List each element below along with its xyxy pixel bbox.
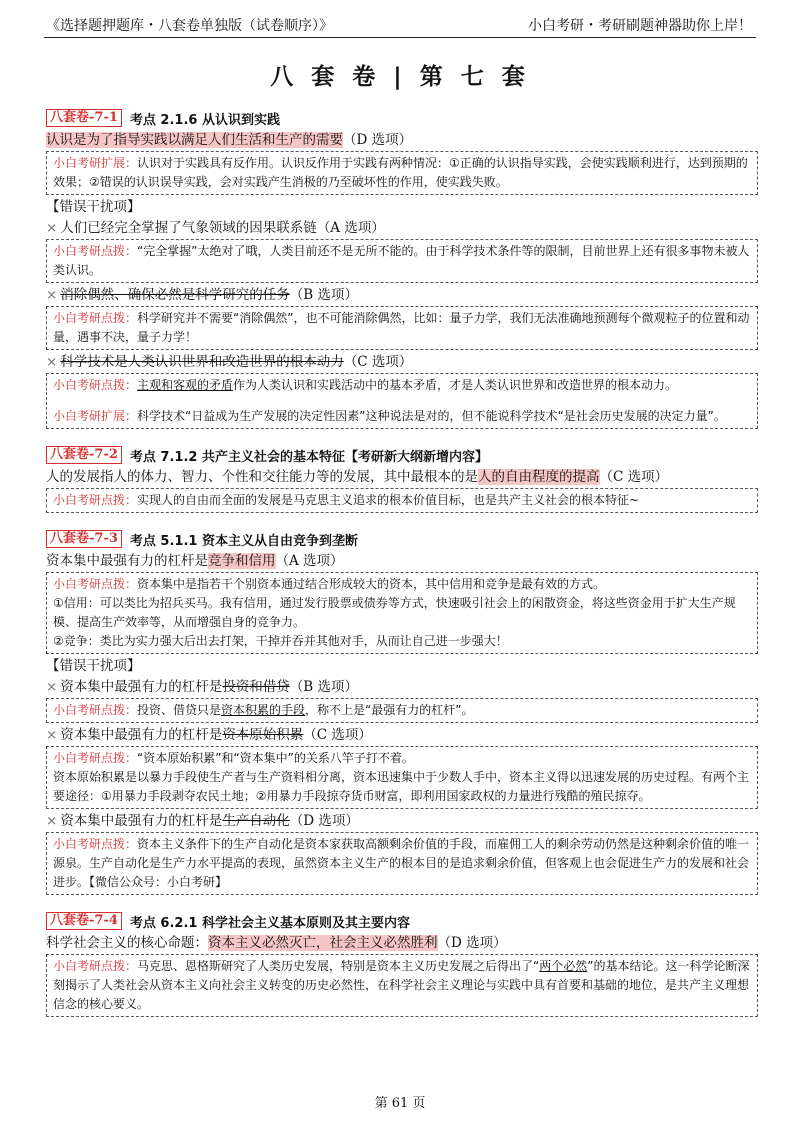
error-option	[46, 353, 758, 371]
error-prefix: 资本集中最强有力的杠杆是	[60, 813, 223, 829]
answer-option: （A 选项）	[275, 553, 344, 569]
page-number: 第 61 页	[374, 1096, 426, 1111]
answer-highlight: 竞争和信用	[208, 553, 276, 569]
section-7-4	[46, 911, 758, 1017]
box-text: 投资、借贷只是	[137, 703, 222, 717]
error-option	[46, 286, 758, 304]
box-text-line: ②竞争：类比为实力强大后出去打架，干掉并吞并其他对手，从而让自己进一步强大！	[53, 634, 508, 648]
box-text: “资本原始积累”和“资本集中”的关系八竿子打不着。	[137, 751, 414, 765]
section-tag: 八套卷-7-2	[46, 446, 122, 464]
cross-icon: ×	[46, 220, 58, 236]
header-book-title: 《选择题押题库・八套卷单独版（试卷顺序）》	[46, 18, 333, 34]
answer-line	[46, 131, 758, 149]
box-label: 小白考研扩展：	[53, 409, 138, 423]
box-text: 马克思、恩格斯研究了人类历史发展，特别是资本主义历史发展之后得出了“	[137, 959, 540, 973]
note-box	[46, 239, 758, 283]
error-option	[46, 219, 758, 237]
error-options-heading: 【错误干扰项】	[46, 199, 141, 215]
cross-icon: ×	[46, 354, 58, 370]
section-7-3	[46, 529, 758, 895]
error-option	[46, 812, 758, 830]
box-label: 小白考研点拨：	[53, 703, 138, 717]
error-options-heading: 【错误干扰项】	[46, 658, 141, 674]
answer-line	[46, 468, 758, 486]
answer-line	[46, 934, 758, 952]
section-topic: 考点 5.1.1 资本主义从自由竞争到垄断	[129, 533, 358, 549]
error-option-letter: （D 选项）	[289, 813, 359, 829]
answer-option: （C 选项）	[599, 469, 669, 485]
box-text: 认识对于实践具有反作用。认识反作用于实践有两种情况：①正确的认识指导实践，会使实践顺利进行，达到预期的效果；②错误的认识误导实践，会对实践产生消极的乃至破坏性的作用，使实践失败。	[53, 156, 748, 189]
header-rule	[44, 37, 756, 38]
answer-option: （D 选项）	[437, 935, 507, 951]
box-text: 资本主义条件下的生产自动化是资本家获取高额剩余价值的手段，而雇佣工人的剩余劳动仍然是这种剩余价值的唯一源泉。生产自动化是生产力水平提高的表现，虽然资本主义生产的根本目的是追求剩余价值，但客观上也会促进生产力的发展和社会进步。【微信公众号：小白考研】	[53, 837, 750, 889]
error-text: 资本原始积累	[222, 727, 304, 743]
box-label: 小白考研点拨：	[53, 837, 138, 851]
answer-line	[46, 552, 758, 570]
answer-option: （D 选项）	[343, 132, 413, 148]
error-option-letter: （C 选项）	[303, 727, 372, 743]
error-text: 消除偶然、确保必然是科学研究的任务	[60, 287, 290, 303]
cross-icon: ×	[46, 679, 58, 695]
box-label: 小白考研点拨：	[53, 959, 138, 973]
answer-highlight: 资本主义必然灭亡，社会主义必然胜利	[208, 935, 438, 951]
box-text: ，称不上是“最强有力的杠杆”。	[305, 703, 474, 717]
box-label: 小白考研点拨：	[53, 378, 138, 392]
box-underline: 两个必然	[539, 959, 588, 973]
box-text: 实现人的自由而全面的发展是马克思主义追求的根本价值目标，也是共产主义社会的根本特征~	[137, 493, 640, 507]
box-text-line: ①信用：可以类比为招兵买马。我有信用，通过发行股票或债券等方式，快速吸引社会上的闲散资金，将这些资金用于扩大生产规模、提高生产效率等，从而增强自身的竞争力。	[53, 596, 736, 629]
note-box	[46, 698, 758, 723]
box-label: 小白考研点拨：	[53, 577, 138, 591]
section-topic: 考点 6.2.1 科学社会主义基本原则及其主要内容	[129, 915, 410, 931]
note-box	[46, 572, 758, 654]
header-slogan: 小白考研・考研刷题神器助你上岸！	[528, 18, 752, 34]
section-topic: 考点 2.1.6 从认识到实践	[129, 112, 280, 128]
box-text: 科学研究并不需要“消除偶然”，也不可能消除偶然，比如：量子力学，我们无法准确地预测每个微观粒子的位置和动量，遇事不决，量子力学！	[53, 311, 750, 344]
note-box	[46, 488, 758, 513]
section-tag: 八套卷-7-1	[46, 109, 122, 127]
box-text: 作为人类认识和实践活动中的基本矛盾，才是人类认识世界和改造世界的根本动力。	[233, 378, 678, 392]
content	[46, 108, 758, 1017]
box-label: 小白考研点拨：	[53, 244, 138, 258]
note-box	[46, 954, 758, 1017]
note-box	[46, 373, 758, 429]
extension-box	[46, 151, 758, 195]
box-label: 小白考研点拨：	[53, 311, 138, 325]
box-underline: 资本积累的手段	[221, 703, 306, 717]
cross-icon: ×	[46, 813, 58, 829]
error-option	[46, 726, 758, 744]
box-text-line: 资本原始积累是以暴力手段使生产者与生产资料相分离，资本迅速集中于少数人手中，资本主义得以迅速发展的历史过程。有两个主要途径：①用暴力手段剥夺农民土地；②用暴力手段掠夺货币财富，即利用国家政权的力量进行残酷的殖民掠夺。	[53, 770, 750, 803]
error-text: 科学技术是人类认识世界和改造世界的根本动力	[60, 354, 344, 370]
error-text: 生产自动化	[222, 813, 290, 829]
answer-text: 人的发展指人的体力、智力、个性和交往能力等的发展，其中最根本的是	[46, 469, 478, 485]
error-text: 人们已经完全掌握了气象领域的因果联系链	[60, 220, 317, 236]
box-underline: 主观和客观的矛盾	[137, 378, 234, 392]
answer-text: 科学社会主义的核心命题：	[46, 935, 208, 951]
section-7-2	[46, 445, 758, 513]
error-prefix: 资本集中最强有力的杠杆是	[60, 679, 223, 695]
error-option-letter: （C 选项）	[343, 354, 413, 370]
answer-highlight: 认识是为了指导实践以满足人们生活和生产的需要	[46, 132, 343, 148]
box-text: “完全掌握”太绝对了哦，人类目前还不是无所不能的。由于科学技术条件等的限制，目前世界上还有很多事物未被人类认识。	[53, 244, 750, 277]
section-tag: 八套卷-7-4	[46, 912, 122, 930]
error-option-letter: （B 选项）	[289, 679, 359, 695]
note-box	[46, 832, 758, 895]
answer-text: 资本集中最强有力的杠杆是	[46, 553, 208, 569]
error-option	[46, 678, 758, 696]
cross-icon: ×	[46, 287, 58, 303]
box-text: 科学技术“日益成为生产发展的决定性因素”这种说法是对的，但不能说科学技术“是社会历史发展的决定力量”。	[137, 409, 726, 423]
error-option-letter: （B 选项）	[289, 287, 359, 303]
box-text: ”的基本结论。这一科学论断深刻揭示了人类社会从资本主义向社会主义转变的历史必然性，在科学社会主义理论与实践中具有首要和基础的地位，是共产主义理想信念的核心要义。	[53, 959, 750, 1011]
section-tag: 八套卷-7-3	[46, 530, 122, 548]
note-box	[46, 746, 758, 809]
note-box	[46, 306, 758, 350]
error-prefix: 资本集中最强有力的杠杆是	[60, 727, 223, 743]
cross-icon: ×	[46, 727, 58, 743]
page-title: 八 套 卷 | 第 七 套	[270, 64, 530, 90]
page-header	[0, 0, 800, 38]
box-text: 资本集中是指若干个别资本通过结合形成较大的资本，其中信用和竞争是最有效的方式。	[137, 577, 606, 591]
error-option-letter: （A 选项）	[316, 220, 385, 236]
box-label: 小白考研点拨：	[53, 751, 138, 765]
error-text: 投资和借贷	[222, 679, 290, 695]
box-label: 小白考研扩展：	[53, 156, 138, 170]
answer-highlight: 人的自由程度的提高	[478, 469, 600, 485]
section-7-1	[46, 108, 758, 429]
box-label: 小白考研点拨：	[53, 493, 138, 507]
section-topic: 考点 7.1.2 共产主义社会的基本特征【考研新大纲新增内容】	[129, 449, 488, 465]
